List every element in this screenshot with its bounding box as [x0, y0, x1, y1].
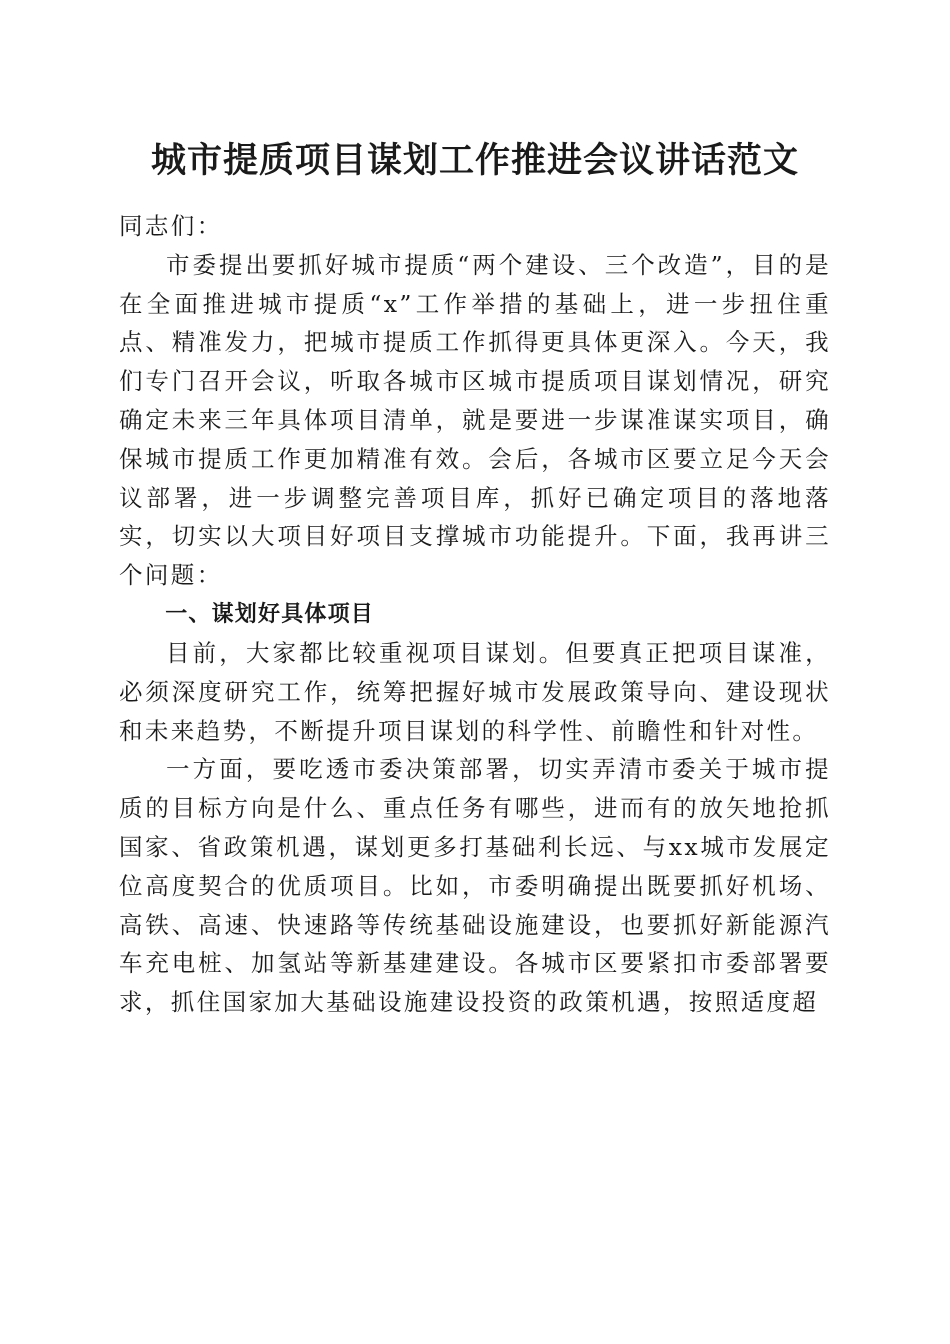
- section-paragraph: 一方面，要吃透市委决策部署，切实弄清市委关于城市提质的目标方向是什么、重点任务有哪些，进而有的放矢地抢抓国家、省政策机遇，谋划更多打基础利长远、与xx城市发展定位高度契合的优质项目。比如，市委明确提出既要抓好机场、高铁、高速、快速路等传统基础设施建设，也要抓好新能源汽车充电桩、加氢站等新基建建设。各城市区要紧扣市委部署要求，抓住国家加大基础设施建设投资的政策机遇，按照适度超: [119, 755, 831, 1017]
- salutation: 同志们：: [119, 212, 223, 240]
- section-paragraph: 目前，大家都比较重视项目谋划。但要真正把项目谋准，必须深度研究工作，统筹把握好城市发展政策导向、建设现状和未来趋势，不断提升项目谋划的科学性、前瞻性和针对性。: [119, 638, 831, 745]
- document-body: [119, 207, 831, 1022]
- section-heading: 一、谋划好具体项目: [165, 601, 374, 627]
- document-title: 城市提质项目谋划工作推进会议讲话范文: [150, 140, 799, 181]
- intro-paragraph: 市委提出要抓好城市提质“两个建设、三个改造”，目的是在全面推进城市提质“x”工作举措的基础上，进一步扭住重点、精准发力，把城市提质工作抓得更具体更深入。今天，我们专门召开会议，听取各城市区城市提质项目谋划情况，研究确定未来三年具体项目清单，就是要进一步谋准谋实项目，确保城市提质工作更加精准有效。会后，各城市区要立足今天会议部署，进一步调整完善项目库，抓好已确定项目的落地落实，切实以大项目好项目支撑城市功能提升。下面，我再讲三个问题：: [119, 250, 831, 590]
